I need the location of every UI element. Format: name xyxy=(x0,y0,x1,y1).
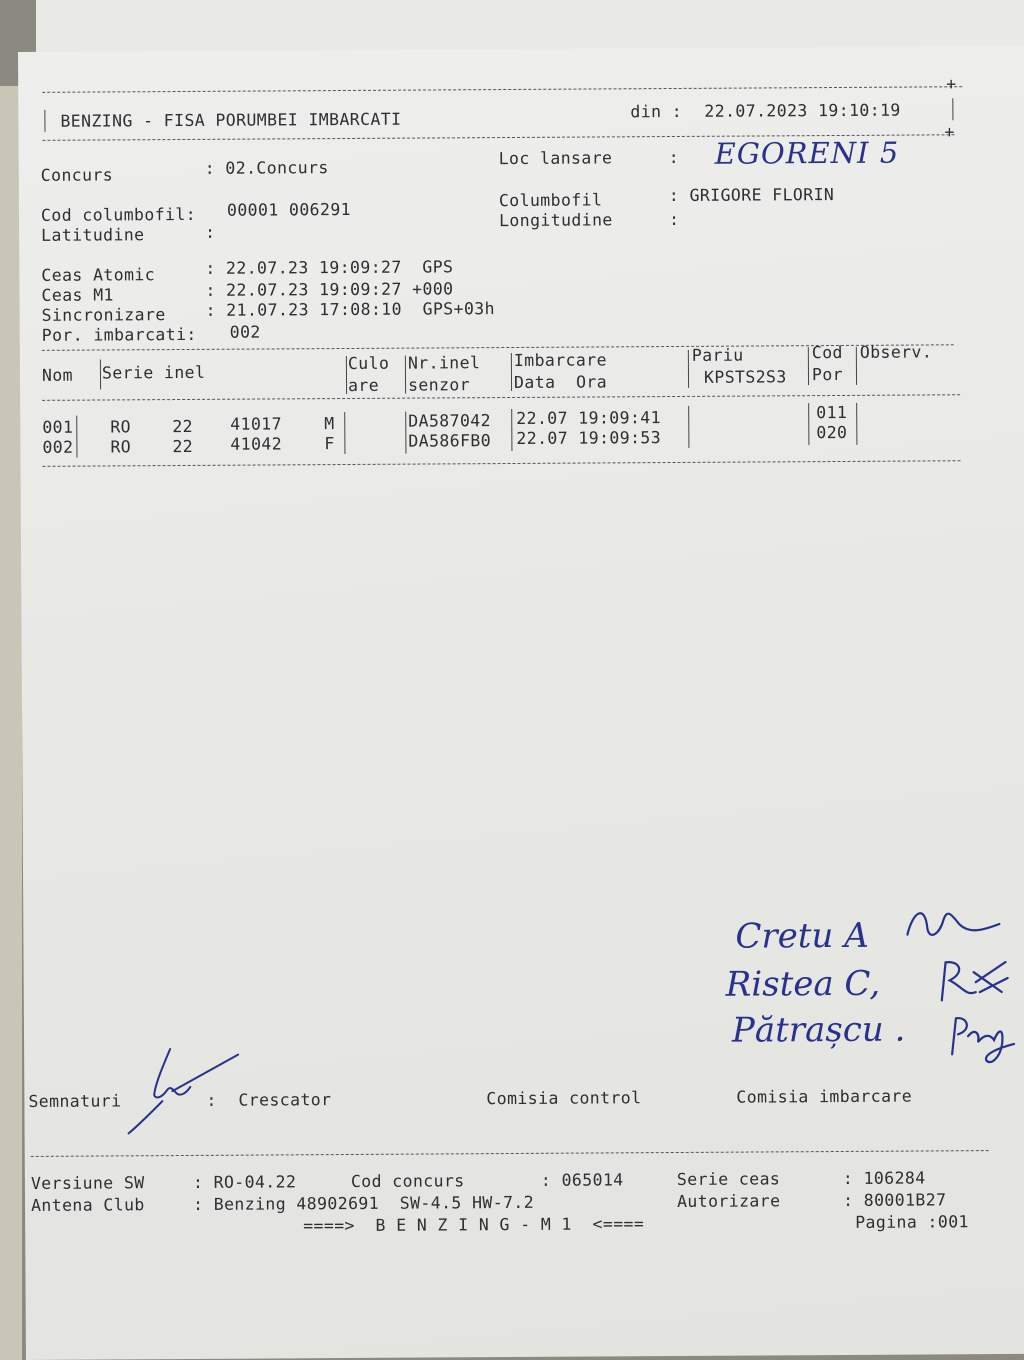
semnaturi-label: Semnaturi xyxy=(28,1091,122,1111)
corner-plus-2: + xyxy=(944,122,955,142)
col-header-imbarcare-1: Imbarcare xyxy=(513,350,607,370)
cod-columbofil-value: 00001 006291 xyxy=(226,199,352,220)
columbofil-value: : GRIGORE FLORIN xyxy=(668,185,835,206)
row-nom: 001 xyxy=(42,417,74,437)
ceas-atomic-value: : 22.07.23 19:09:27 GPS xyxy=(205,257,454,278)
commission-signature-3: Pătrașcu . xyxy=(731,1009,906,1051)
col-bar-6 xyxy=(808,347,809,385)
commission-scribble-2 xyxy=(936,952,1016,1008)
col-bar-1 xyxy=(100,359,101,389)
col-header-nrinel-2: senzor xyxy=(407,375,471,395)
loc-lansare-label: Loc lansare xyxy=(498,148,613,169)
col-header-observ: Observ. xyxy=(859,342,933,362)
col-header-nrinel-1: Nr.inel xyxy=(407,353,481,373)
versiune-sw-label: Versiune SW xyxy=(30,1173,145,1193)
page-number: Pagina :001 xyxy=(855,1212,969,1232)
col-header-serie-inel: Serie inel xyxy=(101,362,206,383)
header-left-bar xyxy=(44,110,45,132)
row-bar-5 xyxy=(688,406,689,448)
cod-concurs-label: Cod concurs xyxy=(350,1171,465,1191)
por-imbarcati-value: 002 xyxy=(229,322,261,342)
row-bar-4 xyxy=(511,409,512,451)
row-bar-6 xyxy=(808,403,809,445)
latitudine-value: : xyxy=(205,222,216,242)
row-data-ora: 22.07 19:09:41 xyxy=(516,408,661,428)
semnaturi-colon: : xyxy=(206,1090,217,1110)
cod-concurs-value: : 065014 xyxy=(540,1170,624,1190)
cod-columbofil-label: Cod columbofil: xyxy=(40,204,197,225)
row-cod: 020 xyxy=(816,422,848,443)
col-header-cod-1: Cod xyxy=(811,342,843,363)
header-top-line xyxy=(42,86,962,93)
concurs-label: Concurs xyxy=(40,165,114,185)
col-bar-4 xyxy=(511,353,512,391)
crescator-signature xyxy=(120,1041,251,1142)
row-cod: 011 xyxy=(816,402,848,423)
row-bar-1 xyxy=(76,416,77,458)
row-sex: M xyxy=(324,414,335,434)
row-tara: RO xyxy=(110,417,132,437)
commission-signature-2: Ristea C, xyxy=(725,963,881,1005)
header-right-bar xyxy=(952,98,953,120)
col-bar-7 xyxy=(856,347,857,385)
row-senzor: DA586FB0 xyxy=(408,431,492,451)
ceas-m1-value: : 22.07.23 19:09:27 +000 xyxy=(205,279,454,300)
col-header-cod-2: Por xyxy=(811,364,844,385)
header-divider-line xyxy=(42,394,960,401)
loc-lansare-colon: : xyxy=(668,147,680,168)
printed-sheet xyxy=(18,46,1024,1360)
ceas-atomic-label: Ceas Atomic xyxy=(41,265,156,285)
serie-ceas-label: Serie ceas xyxy=(676,1169,781,1189)
row-inel: 41017 xyxy=(230,414,283,434)
serie-ceas-value: : 106284 xyxy=(842,1168,926,1188)
row-senzor: DA587042 xyxy=(408,411,491,431)
col-header-imbarcare-2: Data Ora xyxy=(513,372,608,392)
sincronizare-value: : 21.07.23 17:08:10 GPS+03h xyxy=(205,299,495,320)
sincronizare-label: Sincronizare xyxy=(41,305,166,325)
print-date-value: 22.07.2023 19:10:19 xyxy=(704,100,901,121)
row-nom: 002 xyxy=(42,437,74,457)
commission-scribble-3 xyxy=(944,1004,1024,1074)
row-bar-7 xyxy=(856,403,857,445)
footer-line xyxy=(31,1150,989,1157)
longitudine-value: : xyxy=(668,209,680,230)
col-header-culoare-1: Culo xyxy=(347,353,390,373)
antena-club-label: Antena Club xyxy=(30,1195,145,1215)
commission-scribble-1 xyxy=(899,894,1009,947)
row-bar-3 xyxy=(405,412,406,454)
col-bar-5 xyxy=(688,350,689,388)
row-data-ora: 22.07 19:09:53 xyxy=(516,428,662,448)
col-header-pariu-2: KPSTS2S3 xyxy=(703,367,787,387)
benzing-banner: ====> B E N Z I N G - M 1 <==== xyxy=(303,1214,645,1236)
comisia-control-label: Comisia control xyxy=(486,1088,642,1109)
col-header-nom: Nom xyxy=(41,365,74,385)
crescator-label: Crescator xyxy=(238,1090,332,1110)
row-bar-2 xyxy=(344,412,345,454)
loc-lansare-handwritten: EGORENI 5 xyxy=(714,135,900,171)
versiune-sw-value: : RO-04.22 xyxy=(192,1172,297,1192)
col-bar-3 xyxy=(405,356,406,394)
autorizare-label: Autorizare xyxy=(676,1191,781,1211)
row-inel: 41042 xyxy=(230,434,283,454)
row-an: 22 xyxy=(172,436,194,457)
por-imbarcati-label: Por. imbarcati: xyxy=(41,324,197,345)
longitudine-label: Longitudine xyxy=(498,210,613,231)
latitudine-label: Latitudine xyxy=(41,225,145,245)
col-header-culoare-2: are xyxy=(347,375,380,395)
table-bottom-line xyxy=(43,460,961,467)
columbofil-label: Columbofil xyxy=(498,190,603,211)
commission-signature-1: Cretu A xyxy=(735,915,869,957)
row-tara: RO xyxy=(110,437,132,457)
ceas-m1-label: Ceas M1 xyxy=(41,285,114,305)
comisia-imbarcare-label: Comisia imbarcare xyxy=(736,1086,913,1107)
antena-club-value: : Benzing 48902691 SW-4.5 HW-7.2 xyxy=(192,1192,535,1214)
concurs-value: : 02.Concurs xyxy=(204,158,329,178)
autorizare-value: : 80001B27 xyxy=(842,1190,947,1210)
print-date-label: din : xyxy=(630,101,683,122)
row-sex: F xyxy=(324,434,335,454)
corner-plus: + xyxy=(946,74,957,94)
report-title: BENZING - FISA PORUMBEI IMBARCATI xyxy=(60,109,402,131)
row-an: 22 xyxy=(172,416,194,437)
col-header-pariu-1: Pariu xyxy=(691,345,744,365)
